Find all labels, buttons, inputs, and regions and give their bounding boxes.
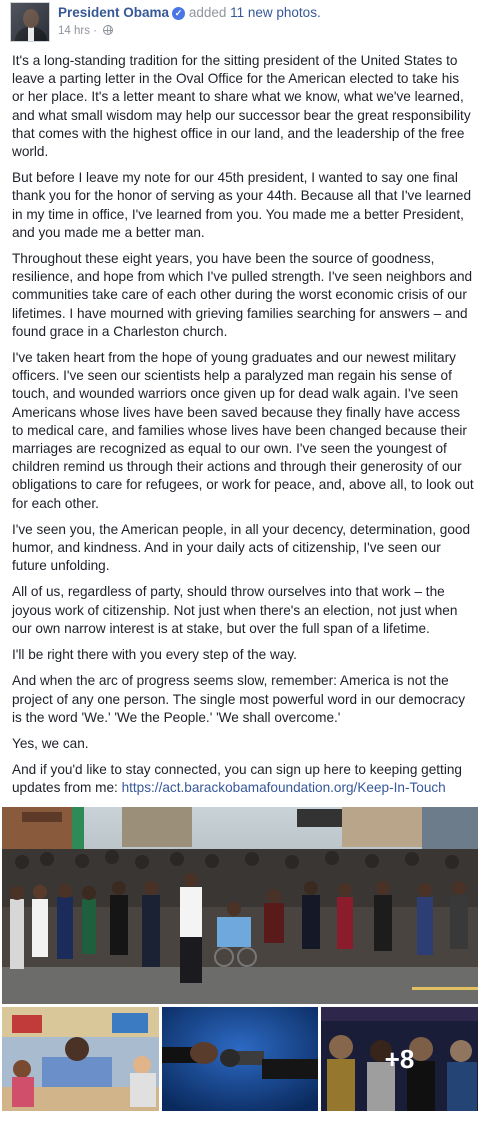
paragraph: I've seen you, the American people, in all your decency, determination, good humor, and kindness. And in your daily acts of citizenship, I've seen our future unfolding. <box>12 521 471 574</box>
timestamp-link[interactable]: 14 hrs <box>58 25 90 37</box>
paragraph: But before I leave my note for our 45th president, I wanted to say one final thank you for the honor of serving as your 44th. Because all that I've learned in my time in office, I've learned from you. You made me a better President, and you made me a better man. <box>12 170 472 240</box>
paragraph: Yes, we can. <box>12 735 89 751</box>
march-photo-illustration <box>2 807 478 1004</box>
post-meta <box>58 25 113 37</box>
post-action-text: added 11 new photos. <box>188 5 321 20</box>
fist-bump-photo-illustration <box>162 1007 318 1111</box>
photo-main[interactable] <box>2 807 478 1004</box>
classroom-photo-illustration <box>2 1007 159 1111</box>
paragraph: Throughout these eight years, you have been the source of goodness, resilience, and hope from which I've pulled strength. I've seen neighbors and communities take care of each other during the worst economic crisis of our lifetimes. I have mourned with grieving families searching for answers – and found grace in a Charleston church. <box>12 251 473 339</box>
photos-count-link[interactable]: 11 new photos. <box>230 5 321 20</box>
more-photos-overlay[interactable]: +8 <box>321 1007 478 1111</box>
keep-in-touch-link[interactable]: https://act.barackobamafoundation.org/Keep-In-Touch <box>121 780 446 796</box>
paragraph: I've taken heart from the hope of young graduates and our newest military officers. I've seen our scientists help a paralyzed man regain his sense of touch, and wounded warriors once given up for dead walk again. I've seen Americans whose lives have been saved because they finally have access to medical care, and families whose lives have been changed because their marriages are recognized as equal to our own. I've seen the youngest of children remind us through their actions and through their generosity of our obligations to care for refugees, or work for peace, and, above all, to look out for each other. <box>12 350 474 511</box>
photo-thumb-2[interactable] <box>162 1007 318 1111</box>
post-body <box>12 52 474 804</box>
photo-thumb-1[interactable] <box>2 1007 159 1111</box>
paragraph: I'll be right there with you every step of the way. <box>12 647 297 663</box>
globe-icon[interactable] <box>103 25 113 35</box>
paragraph: And when the arc of progress seems slow, remember: America is not the project of any one person. The single most powerful word in our democracy is the word 'We.' 'We the People.' 'We shall overcome.' <box>12 673 466 725</box>
paragraph-final: And if you'd like to stay connected, you can sign up here to keeping getting updates from me: https://act.barackobamafoundation.org/Keep-In-Touch <box>12 762 462 796</box>
meta-separator: · <box>93 25 98 37</box>
author-avatar[interactable] <box>10 2 50 42</box>
author-name-link[interactable]: President Obama <box>58 5 170 20</box>
photo-thumb-3[interactable] <box>321 1007 478 1111</box>
post-header <box>10 2 480 42</box>
post-title-line <box>58 5 321 20</box>
paragraph: It's a long-standing tradition for the sitting president of the United States to leave a parting letter in the Oval Office for the American elected to take his or her place. It's a letter meant to share what we know, what we've learned, and what small wisdom may help our successor bear the great responsibility that comes with the highest office in our land, and the leadership of the free world. <box>12 53 471 160</box>
verified-icon: ✓ <box>172 7 185 20</box>
paragraph: All of us, regardless of party, should throw ourselves into that work – the joyous work of citizenship. Not just when there's an election, not just when our own narrow interest is at stake, but over the full span of a lifetime. <box>12 584 458 636</box>
